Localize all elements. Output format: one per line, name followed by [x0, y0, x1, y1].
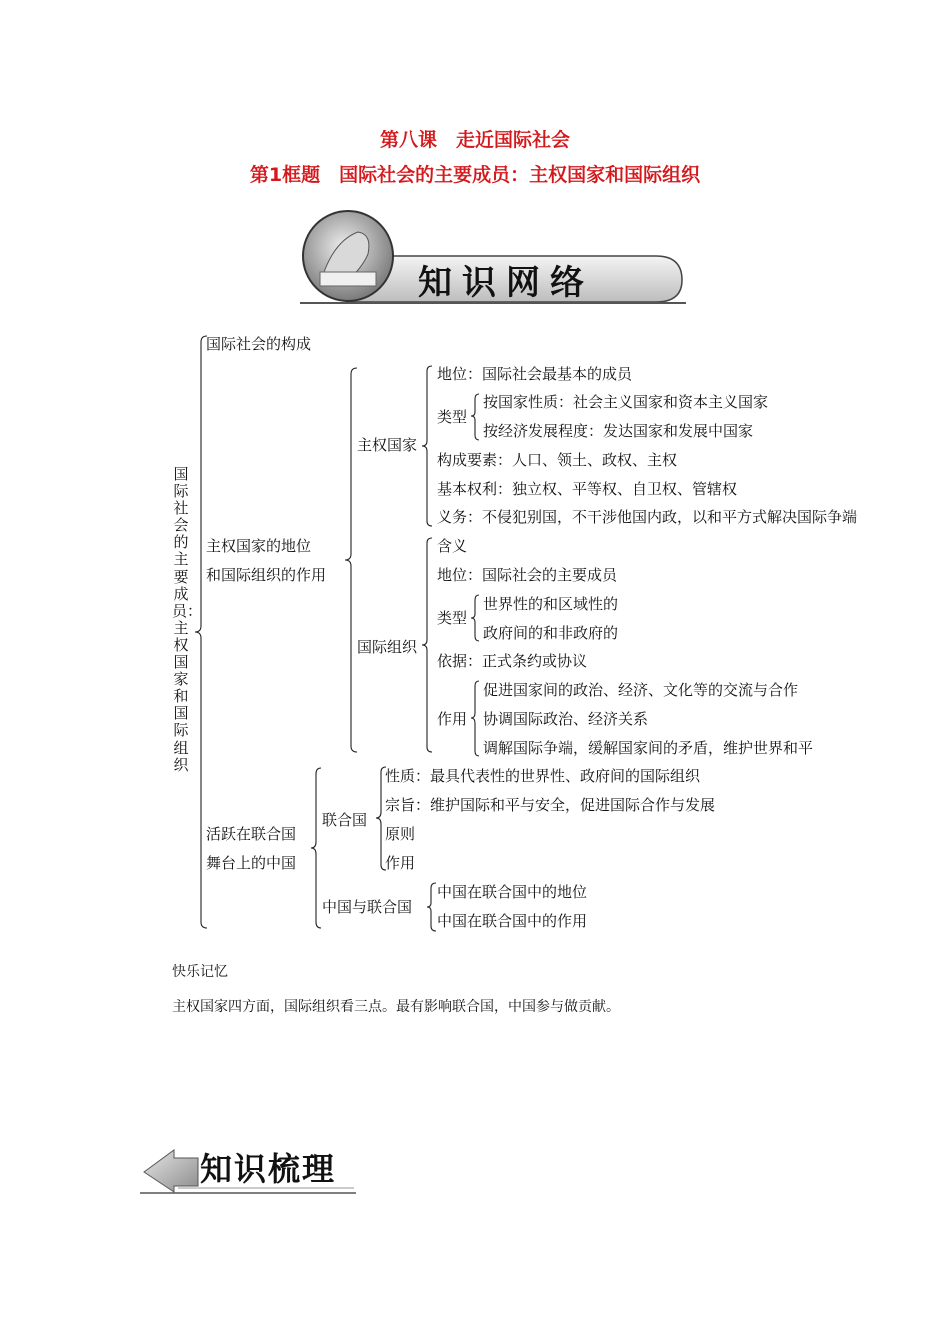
sovereign-rights: 基本权利：独立权、平等权、自卫权、管辖权	[437, 480, 738, 498]
node-united-nations: 联合国	[322, 811, 368, 829]
sovereign-type-item: 按国家性质：社会主义国家和资本主义国家	[483, 393, 769, 411]
sovereign-duties: 义务：不侵犯别国，不干涉他国内政，以和平方式解决国际争端	[437, 508, 858, 526]
org-type-item: 世界性的和区域性的	[483, 595, 619, 613]
node-intl-organization: 国际组织	[357, 638, 418, 656]
memory-text: 主权国家四方面，国际组织看三点。最有影响联合国，中国参与做贡献。	[172, 999, 620, 1015]
node-sovereign-state: 主权国家	[357, 436, 418, 454]
org-basis: 依据：正式条约或协议	[437, 652, 588, 670]
memory-heading: 快乐记忆	[172, 964, 228, 980]
org-role-item: 协调国际政治、经济关系	[483, 710, 649, 728]
frame-title: 第1框题 国际社会的主要成员：主权国家和国际组织	[249, 164, 701, 186]
lesson-title: 第八课 走近国际社会	[379, 129, 570, 151]
un-item: 宗旨：维护国际和平与安全，促进国际合作与发展	[385, 796, 716, 814]
org-meaning: 含义	[437, 537, 468, 555]
node-china-line1: 活跃在联合国	[206, 825, 297, 843]
org-role-item: 调解国际争端，缓解国家间的矛盾，维护世界和平	[483, 739, 814, 757]
banner-title: 知识网络	[418, 263, 594, 303]
node-international-society-composition: 国际社会的构成	[206, 335, 312, 353]
sovereign-status: 地位：国际社会最基本的成员	[437, 365, 633, 383]
china-un-item: 中国在联合国中的地位	[437, 883, 588, 901]
node-china-and-un: 中国与联合国	[322, 898, 413, 916]
sovereign-type-label: 类型	[437, 408, 468, 426]
china-un-item: 中国在联合国中的作用	[437, 912, 588, 930]
un-item: 原则	[385, 825, 416, 843]
sovereign-type-item: 按经济发展程度：发达国家和发展中国家	[483, 422, 754, 440]
un-item: 性质：最具代表性的世界性、政府间的国际组织	[385, 767, 701, 785]
org-status: 地位：国际社会的主要成员	[437, 566, 618, 584]
org-role-item: 促进国家间的政治、经济、文化等的交流与合作	[483, 681, 799, 699]
org-type-item: 政府间的和非政府的	[483, 624, 619, 642]
knowledge-review-banner	[138, 1136, 360, 1196]
org-type-label: 类型	[437, 609, 468, 627]
sovereign-elements: 构成要素：人口、领土、政权、主权	[437, 451, 678, 469]
org-role-label: 作用	[437, 710, 468, 728]
banner-title: 知识梳理	[200, 1150, 337, 1188]
un-item: 作用	[385, 854, 416, 872]
node-status-line2: 和国际组织的作用	[206, 566, 327, 584]
node-status-line1: 主权国家的地位	[206, 537, 312, 555]
node-china-line2: 舞台上的中国	[206, 854, 297, 872]
root-topic: 国际社会的主要成员：主权国家和国际组织	[172, 465, 203, 774]
